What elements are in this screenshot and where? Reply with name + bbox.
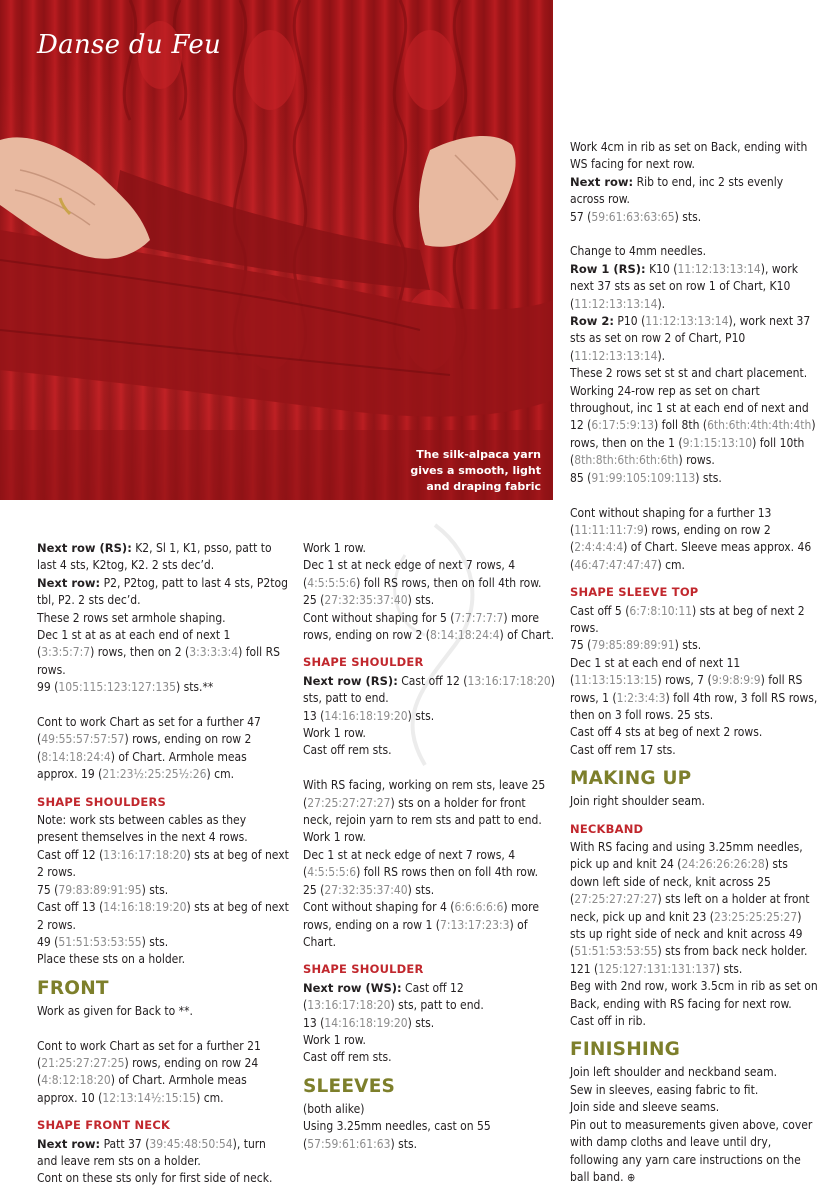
paragraph: Next row (RS): Cast off 12 (13:16:17:18:20) sts, patt to end.: [303, 673, 555, 706]
paragraph: Work 1 row.: [303, 726, 366, 741]
paragraph: Next row: P2, P2tog, patt to last 4 sts, P2tog tbl, P2. 2 sts dec’d.: [37, 575, 288, 608]
paragraph: Note: work sts between cables as they present themselves in the next 4 rows.: [37, 813, 248, 845]
paragraph: Next row: Rib to end, inc 2 sts evenly across row.: [570, 174, 784, 207]
paragraph: Cont without shaping for a further 13 (11:11:11:7:9) rows, ending on row 2 (2:4:4:4:4) of Chart. Sleeve meas approx. 46 (46:47:47:47:47) cm.: [570, 505, 812, 572]
section-heading-finishing: FINISHING: [570, 1039, 681, 1061]
paragraph: Join left shoulder and neckband seam.: [570, 1065, 778, 1080]
paragraph: Next row (RS): K2, Sl 1, K1, psso, patt to last 4 sts, K2tog, K2. 2 sts dec’d.: [37, 541, 272, 573]
paragraph: Cont to work Chart as set for a further 47 (49:55:57:57:57) rows, ending on row 2 (8:14:18:24:4) of Chart. Armhole meas approx. 19 (21:23½:25:25½:26) cm.: [37, 715, 261, 782]
stitch-count: 75 (79:85:89:89:91) sts.: [570, 638, 702, 653]
paragraph: Work 1 row.: [303, 541, 366, 555]
stitch-count: 75 (79:83:89:91:95) sts.: [37, 882, 169, 897]
stitch-count: 25 (27:32:35:37:40) sts.: [303, 882, 435, 897]
paragraph: Work 4cm in rib as set on Back, ending with WS facing for next row.: [570, 140, 808, 172]
paragraph: Cast off rem 17 sts.: [570, 742, 676, 757]
paragraph: Change to 4mm needles.: [570, 244, 707, 259]
paragraph: Beg with 2nd row, work 3.5cm in rib as set on Back, ending with RS facing for next row.: [570, 979, 818, 1011]
paragraph: These 2 rows set st st and chart placement. Working 24-row rep as set on chart throughout, inc 1 st at each end of next and 12 (6:17:5:9:13) foll 8th (6th:6th:4th:4th:4th) rows, then on the 1 (9:1:15:13:10) foll 10th (8th:8th:6th:6th:6th) rows.: [570, 366, 816, 468]
subheading-shape-shoulders: SHAPE SHOULDERS: [37, 794, 166, 809]
paragraph: Work as given for Back to **.: [37, 1003, 193, 1018]
stitch-count: 13 (14:16:18:19:20) sts.: [303, 1015, 435, 1030]
paragraph: Place these sts on a holder.: [37, 952, 186, 967]
paragraph: Cast off 5 (6:7:8:10:11) sts at beg of next 2 rows.: [570, 603, 805, 635]
photo-caption: The silk-alpaca yarn gives a smooth, light and draping fabric: [410, 448, 541, 493]
stitch-count: 49 (51:51:53:53:55) sts.: [37, 934, 169, 949]
stitch-count: 85 (91:99:105:109:113) sts.: [570, 470, 722, 485]
stitch-count: 121 (125:127:131:131:137) sts.: [570, 961, 743, 976]
text-column-1: [37, 540, 289, 1188]
ball-of-yarn-icon: ⊕: [626, 1170, 636, 1184]
paragraph: Work 1 row.: [303, 1032, 366, 1047]
paragraph: Dec 1 st at as at each end of next 1 (3:3:5:7:7) rows, then on 2 (3:3:3:3:4) foll RS rows.: [37, 628, 280, 677]
paragraph: Sew in sleeves, easing fabric to fit.: [570, 1082, 759, 1097]
paragraph: Cont without shaping for 5 (7:7:7:7:7) more rows, ending on row 2 (8:14:18:24:4) of Chart.: [303, 610, 555, 643]
paragraph: Cast off rem sts.: [303, 1050, 392, 1065]
paragraph: (both alike): [303, 1101, 365, 1116]
paragraph: Dec 1 st at neck edge of next 7 rows, 4 (4:5:5:5:6) foll RS rows then on foll 4th row.: [303, 847, 539, 880]
paragraph: Next row: Patt 37 (39:45:48:50:54), turn and leave rem sts on a holder.: [37, 1136, 266, 1168]
paragraph: Row 2: P10 (11:12:13:13:14), work next 37 sts as set on row 2 of Chart, P10 (11:12:13:13:14).: [570, 314, 811, 363]
subheading-shape-front-neck: SHAPE FRONT NECK: [37, 1118, 171, 1133]
sweater-illustration: [0, 0, 553, 500]
paragraph: Using 3.25mm needles, cast on 55 (57:59:61:61:63) sts.: [303, 1119, 491, 1151]
paragraph: Cast off in rib.: [570, 1014, 646, 1029]
paragraph: Cont without shaping for 4 (6:6:6:6:6) more rows, ending on a row 1 (7:13:17:23:3) of Chart.: [303, 900, 539, 949]
subheading-shape-shoulder-2: SHAPE SHOULDER: [303, 962, 424, 977]
paragraph: With RS facing and using 3.25mm needles, pick up and knit 24 (24:26:26:26:28) sts down left side of neck, knit across 25 (27:25:27:27:27) sts left on a holder at front neck, pick up and knit 23 (23:25:25:25:27) sts up right side of neck and knit across 49 (51:51:53:53:55) sts from back neck holder.: [570, 840, 810, 959]
text-column-3: [570, 139, 820, 1186]
paragraph: Work 1 row.: [303, 830, 366, 845]
subheading-neckband: NECKBAND: [570, 821, 644, 836]
paragraph: Cast off 4 sts at beg of next 2 rows.: [570, 725, 763, 740]
text-column-2: [303, 540, 555, 1153]
paragraph: Join right shoulder seam.: [570, 794, 705, 809]
paragraph: Dec 1 st at each end of next 11 (11:13:15:13:15) rows, 7 (9:9:8:9:9) foll RS rows, 1 (1:2:3:4:3) foll 4th row, 3 foll RS rows, then on 3 foll rows. 25 sts.: [570, 655, 818, 722]
paragraph: Row 1 (RS): K10 (11:12:13:13:14), work next 37 sts as set on row 1 of Chart, K10 (11:12:13:13:14).: [570, 261, 798, 311]
subheading-shape-shoulder: SHAPE SHOULDER: [303, 655, 424, 670]
paragraph: Cast off 13 (14:16:18:19:20) sts at beg of next 2 rows.: [37, 900, 289, 932]
subheading-shape-sleeve-top: SHAPE SLEEVE TOP: [570, 585, 699, 600]
pattern-title: Danse du Feu: [37, 30, 222, 60]
paragraph: Join side and sleeve seams.: [570, 1100, 720, 1115]
paragraph: Cast off rem sts.: [303, 743, 392, 758]
paragraph: Cast off 12 (13:16:17:18:20) sts at beg of next 2 rows.: [37, 847, 289, 880]
paragraph: Pin out to measurements given above, cover with damp cloths and leave until dry, following any yarn care instructions on the ball band. ⊕: [570, 1117, 813, 1184]
stitch-count: 57 (59:61:63:63:65) sts.: [570, 209, 702, 224]
paragraph: Cont to work Chart as set for a further 21 (21:25:27:27:25) rows, ending on row 24 (4:8:12:18:20) of Chart. Armhole meas approx. 10 (12:13:14½:15:15) cm.: [37, 1038, 261, 1105]
paragraph: With RS facing, working on rem sts, leave 25 (27:25:27:27:27) sts on a holder for front neck, rejoin yarn to rem sts and patt to end.: [303, 778, 546, 828]
paragraph: Dec 1 st at neck edge of next 7 rows, 4 (4:5:5:5:6) foll RS rows, then on foll 4th row.: [303, 558, 542, 590]
stitch-count: 25 (27:32:35:37:40) sts.: [303, 593, 435, 608]
section-heading-sleeves: SLEEVES: [303, 1075, 396, 1097]
section-heading-making-up: MAKING UP: [570, 768, 692, 790]
sweater-photo: [0, 0, 553, 500]
section-heading-front: FRONT: [37, 977, 109, 999]
stitch-count: 13 (14:16:18:19:20) sts.: [303, 708, 435, 723]
stitch-count: 99 (105:115:123:127:135) sts.**: [37, 680, 214, 695]
paragraph: Cont on these sts only for first side of neck.: [37, 1171, 273, 1186]
paragraph: These 2 rows set armhole shaping.: [37, 610, 226, 625]
paragraph: Next row (WS): Cast off 12 (13:16:17:18:20) sts, patt to end.: [303, 980, 484, 1013]
